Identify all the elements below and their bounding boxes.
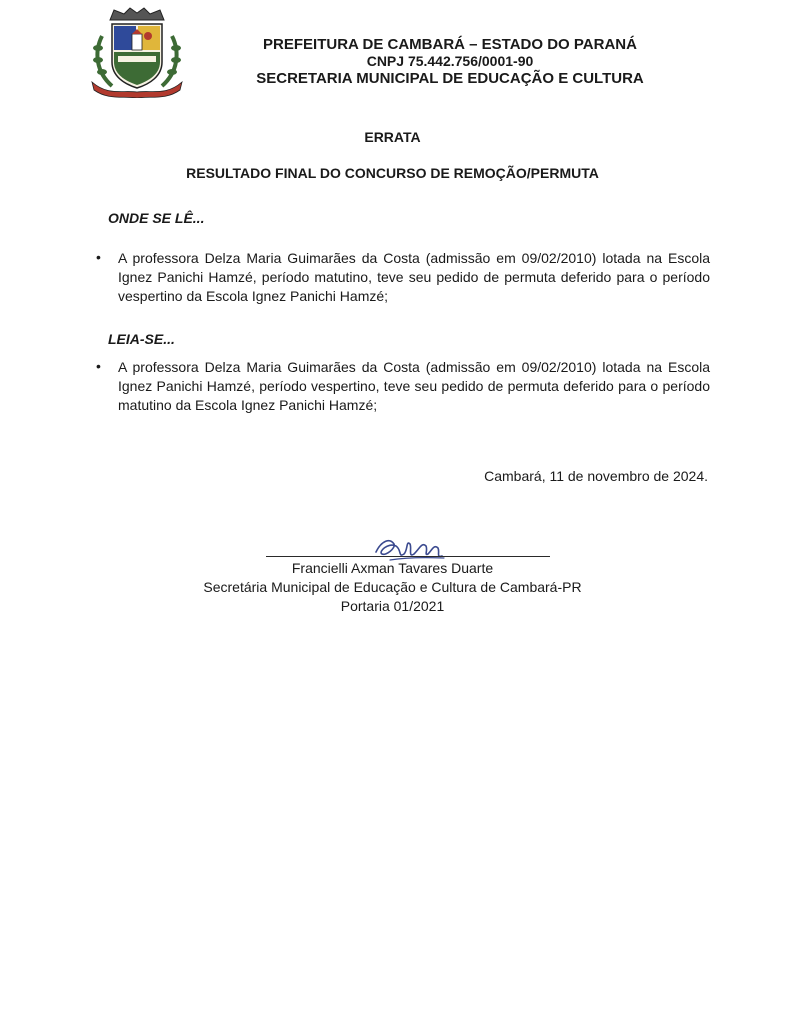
signer-name: Francielli Axman Tavares Duarte	[291, 560, 494, 576]
date-line: Cambará, 11 de novembro de 2024.	[484, 468, 708, 484]
document-type-heading: ERRATA	[364, 129, 421, 145]
onde-se-le-text: A professora Delza Maria Guimarães da Costa (admissão em 09/02/2010) lotada na Escola Ignez Panichi Hamzé, período matutino, teve seu pedido de permuta deferido para o período vespertino da Escola Ignez Panichi Hamzé;	[118, 250, 710, 304]
bullet-icon: •	[96, 358, 101, 374]
leia-se-label: LEIA-SE...	[108, 331, 175, 347]
department-title: SECRETARIA MUNICIPAL DE EDUCAÇÃO E CULTURA	[256, 70, 644, 87]
onde-se-le-item	[96, 249, 710, 306]
signer-portaria: Portaria 01/2021	[340, 598, 445, 614]
bullet-icon: •	[96, 249, 101, 265]
cnpj-number: CNPJ 75.442.756/0001-90	[366, 53, 534, 69]
leia-se-text: A professora Delza Maria Guimarães da Costa (admissão em 09/02/2010) lotada na Escola Ignez Panichi Hamzé, período vespertino, teve seu pedido de permuta deferido para o período matutino da Escola Ignez Panichi Hamzé;	[118, 359, 710, 413]
signer-role: Secretária Municipal de Educação e Cultura de Cambará-PR	[203, 579, 582, 595]
leia-se-item	[96, 358, 710, 415]
onde-se-le-label: ONDE SE LÊ...	[108, 210, 205, 226]
municipality-title: PREFEITURA DE CAMBARÁ – ESTADO DO PARANÁ	[263, 36, 637, 53]
letterhead	[200, 36, 700, 88]
coat-of-arms-logo	[88, 6, 186, 98]
signature-line	[266, 556, 550, 557]
document-title: RESULTADO FINAL DO CONCURSO DE REMOÇÃO/PERMUTA	[186, 165, 599, 181]
